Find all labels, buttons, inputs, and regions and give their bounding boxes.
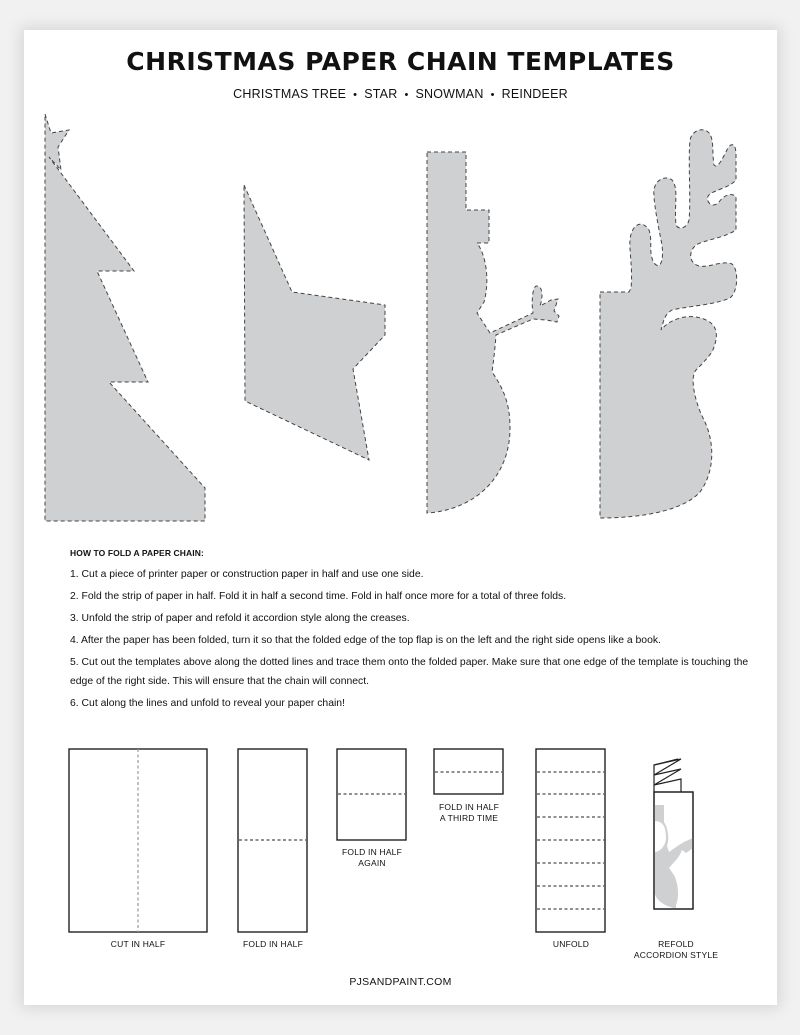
footer-site: PJSANDPAINT.COM — [349, 976, 452, 988]
subtitle-snowman: SNOWMAN — [415, 87, 484, 101]
diagram-fold-third-time — [434, 749, 503, 794]
subtitle-reindeer: REINDEER — [501, 87, 568, 101]
bullet-separator: • — [490, 89, 495, 101]
diagram-label-cut-in-half: CUT IN HALF — [110, 939, 166, 949]
instruction-step-4: 4. After the paper has been folded, turn it so that the folded edge of the top flap is on the left and the right side opens like a book. — [70, 635, 661, 646]
diagram-unfold — [536, 749, 605, 932]
diagram-fold-in-half-again — [337, 749, 406, 840]
templates-area — [24, 30, 777, 550]
instruction-step-6: 6. Cut along the lines and unfold to reveal your paper chain! — [70, 698, 345, 709]
snowman-template — [427, 152, 559, 513]
diagram-label-refold: REFOLD ACCORDION STYLE — [633, 939, 719, 960]
printable-sheet — [24, 30, 777, 1005]
subtitle-star: STAR — [364, 87, 398, 101]
diagram-label-third-time: FOLD IN HALF A THIRD TIME — [438, 802, 500, 823]
page-title: CHRISTMAS PAPER CHAIN TEMPLATES — [126, 47, 675, 76]
instruction-step-3: 3. Unfold the strip of paper and refold it accordion style along the creases. — [70, 613, 410, 624]
christmas-tree-template — [45, 114, 205, 521]
diagram-label-unfold: UNFOLD — [552, 939, 590, 949]
instructions-section — [70, 548, 750, 716]
bullet-separator: • — [404, 89, 409, 101]
diagram-label-fold-again: FOLD IN HALF AGAIN — [341, 847, 403, 868]
instruction-step-2: 2. Fold the strip of paper in half. Fold it in half a second time. Fold in half once more for a total of three folds. — [70, 591, 567, 602]
diagram-label-fold-in-half: FOLD IN HALF — [242, 939, 304, 949]
bullet-separator: • — [353, 89, 358, 101]
reindeer-template — [600, 130, 737, 518]
diagram-cut-in-half — [69, 749, 207, 932]
star-template — [244, 185, 385, 460]
instruction-step-5: 5. Cut out the templates above along the dotted lines and trace them onto the folded paper. Make sure that one edge of the template is touching the edge of the right side. This will ensure that the chain will connect. — [70, 657, 749, 687]
diagram-fold-in-half — [238, 749, 307, 932]
diagram-refold-accordion — [654, 759, 693, 909]
instruction-step-1: 1. Cut a piece of printer paper or construction paper in half and use one side. — [70, 569, 424, 580]
subtitle-tree: CHRISTMAS TREE — [233, 87, 347, 101]
instructions-heading: HOW TO FOLD A PAPER CHAIN: — [70, 548, 204, 558]
